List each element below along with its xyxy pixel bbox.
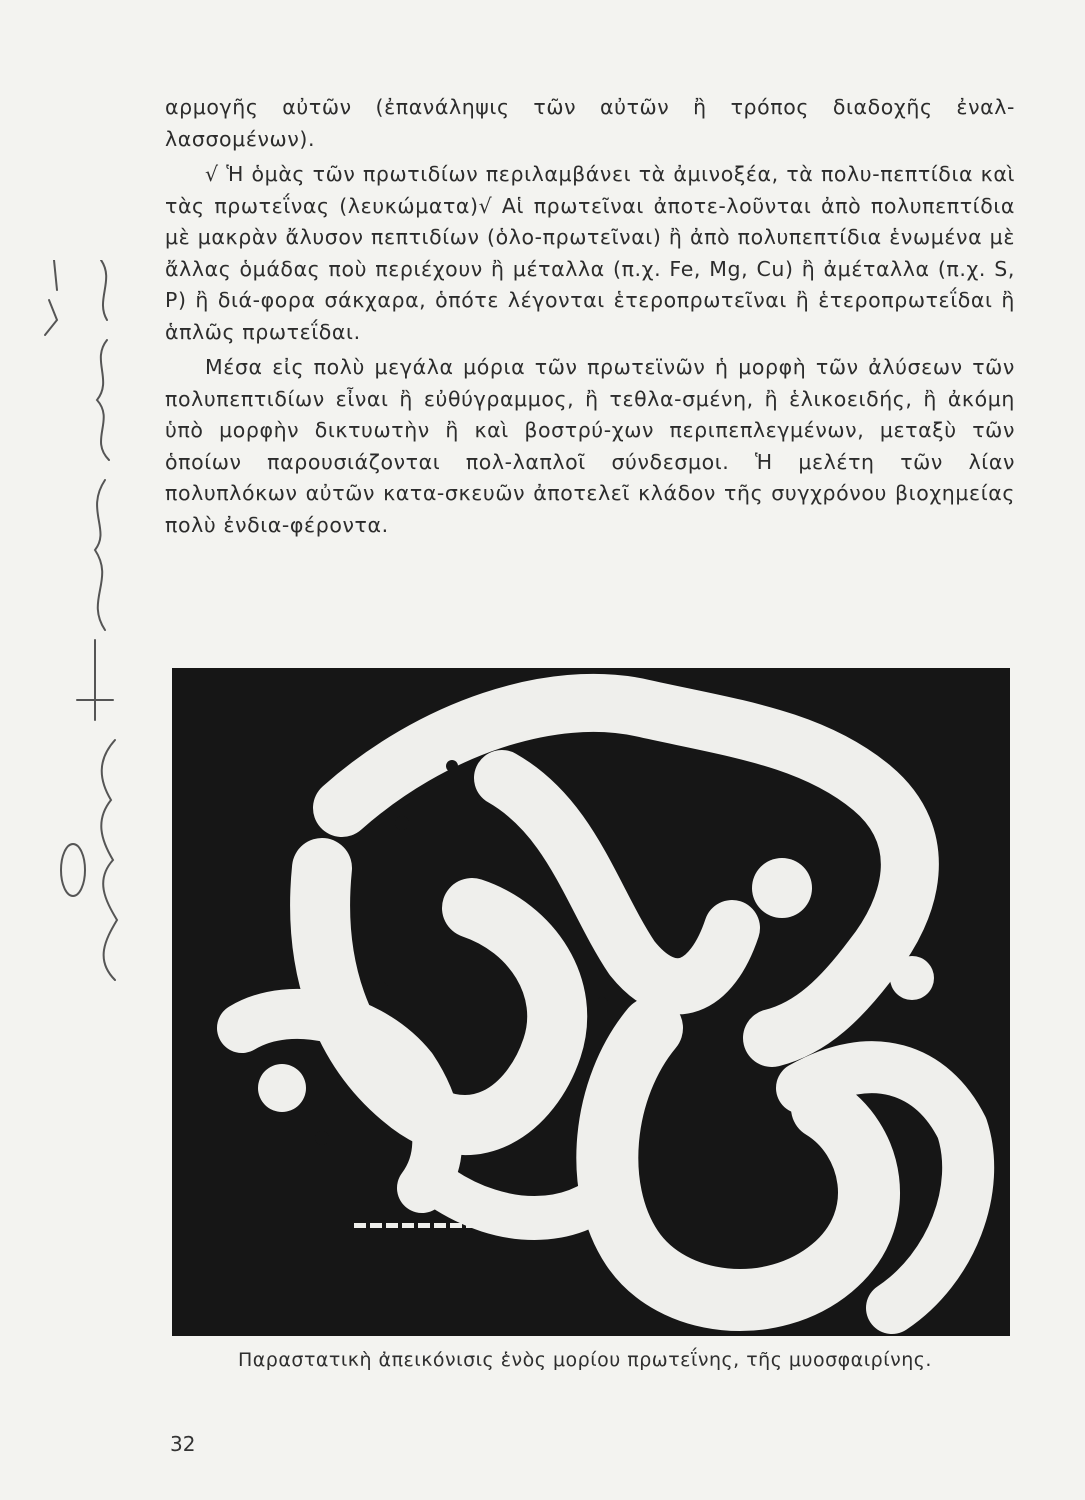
figure-caption: Παραστατικὴ ἀπεικόνισις ἑνὸς μορίου πρωτεΐνης, τῆς μυοσφαιρίνης. (238, 1349, 932, 1371)
handwritten-margin-note (35, 260, 125, 1020)
paragraph-3: Μέσα εἰς πολὺ μεγάλα μόρια τῶν πρωτεϊνῶν ἡ μορφὴ τῶν ἀλύσεων τῶν πολυπεπτιδίων εἶναι ἢ εὐθύγραμμος, ἢ τεθλα-σμένη, ἢ ἑλικοειδής, ἢ ἀκόμη ὑπὸ μορφὴν δικτυωτὴν ἢ καὶ βοστρύ-χων περιπεπλεγμένων, μεταξὺ τῶν ὁποίων παρουσιάζονται πολ-λαπλοῖ σύνδεσμοι. Ἡ μελέτη τῶν λίαν πολυπλόκων αὐτῶν κατα-σκευῶν ἀποτελεῖ κλάδον τῆς συγχρόνου βιοχημείας πολὺ ἐνδια-φέροντα. (165, 355, 1015, 537)
body-text (165, 92, 1015, 545)
paragraph-1: αρμογῆς αὐτῶν (ἐπανάληψις τῶν αὐτῶν ἢ τρόπος διαδοχῆς ἐναλ-λασσομένων). (165, 95, 1015, 151)
paragraph-2: √ Ἡ ὁμὰς τῶν πρωτιδίων περιλαμβάνει τὰ ἀμινοξέα, τὰ πολυ-πεπτίδια καὶ τὰς πρωτεΐνας (λευκώματα)√ Αἱ πρωτεῖναι ἀποτε-λοῦνται ἀπὸ πολυπεπτίδια μὲ μακρὰν ἄλυσον πεπτιδίων (ὁλο-πρωτεῖναι) ἢ ἀπὸ πολυπεπτίδια ἑνωμένα μὲ ἄλλας ὁμάδας ποὺ περιέχουν ἢ μέταλλα (π.χ. Fe, Mg, Cu) ἢ ἀμέταλλα (π.χ. S, P) ἢ διά-φορα σάκχαρα, ὁπότε λέγονται ἑτεροπρωτεῖναι ἢ ἑτεροπρωτεΐδαι ἢ ἁπλῶς πρωτεΐδαι. (165, 162, 1015, 344)
myoglobin-model-illustration (172, 668, 1010, 1336)
page-number: 32 (170, 1432, 196, 1456)
handwriting-drawing (35, 260, 125, 1020)
protein-molecule-photo (172, 668, 1010, 1336)
